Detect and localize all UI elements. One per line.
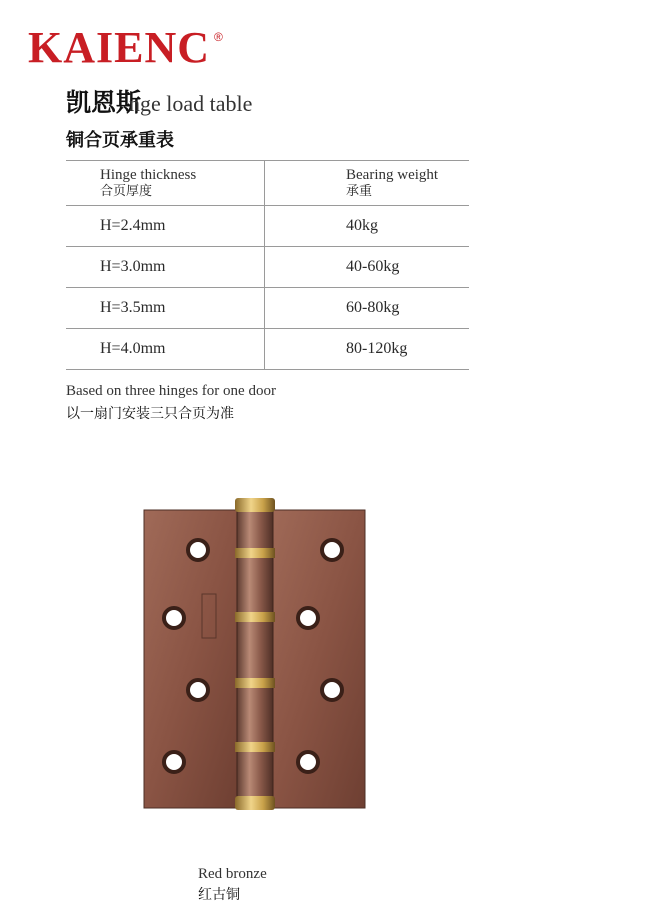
caption-finish-en: Red bronze bbox=[198, 866, 267, 882]
cell-thickness: H=3.0mm bbox=[66, 247, 265, 288]
header-thickness-en: Hinge thickness bbox=[100, 166, 197, 183]
cell-thickness: H=3.5mm bbox=[66, 288, 265, 329]
cell-thickness: H=4.0mm bbox=[66, 329, 265, 370]
load-table bbox=[66, 160, 469, 370]
brand-logo: KAIENC bbox=[28, 23, 211, 72]
table-header-row bbox=[66, 161, 469, 206]
title-cn: 凯恩斯 bbox=[66, 88, 142, 117]
table-row bbox=[66, 247, 469, 288]
header-weight-en: Bearing weight bbox=[346, 166, 439, 183]
registered-mark: ® bbox=[214, 30, 223, 44]
cell-weight: 60-80kg bbox=[265, 288, 470, 329]
title-en: nge load table bbox=[129, 91, 253, 116]
note-en: Based on three hinges for one door bbox=[66, 383, 276, 399]
caption-finish-cn: 红古铜 bbox=[198, 887, 240, 903]
header-thickness bbox=[66, 161, 265, 206]
page-subtitle: 铜合页承重表 bbox=[66, 130, 174, 151]
table-row bbox=[66, 206, 469, 247]
table-row bbox=[66, 288, 469, 329]
cell-weight: 80-120kg bbox=[265, 329, 470, 370]
cell-weight: 40-60kg bbox=[265, 247, 470, 288]
cell-weight: 40kg bbox=[265, 206, 470, 247]
cell-thickness: H=2.4mm bbox=[66, 206, 265, 247]
note-cn: 以一扇门安装三只合页为准 bbox=[66, 406, 234, 422]
header-weight-cn: 承重 bbox=[346, 183, 373, 199]
page-title bbox=[66, 90, 252, 115]
table-row bbox=[66, 329, 469, 370]
header-weight bbox=[265, 161, 470, 206]
copper-hinge-image bbox=[142, 496, 367, 816]
header-thickness-cn: 合页厚度 bbox=[100, 183, 153, 199]
